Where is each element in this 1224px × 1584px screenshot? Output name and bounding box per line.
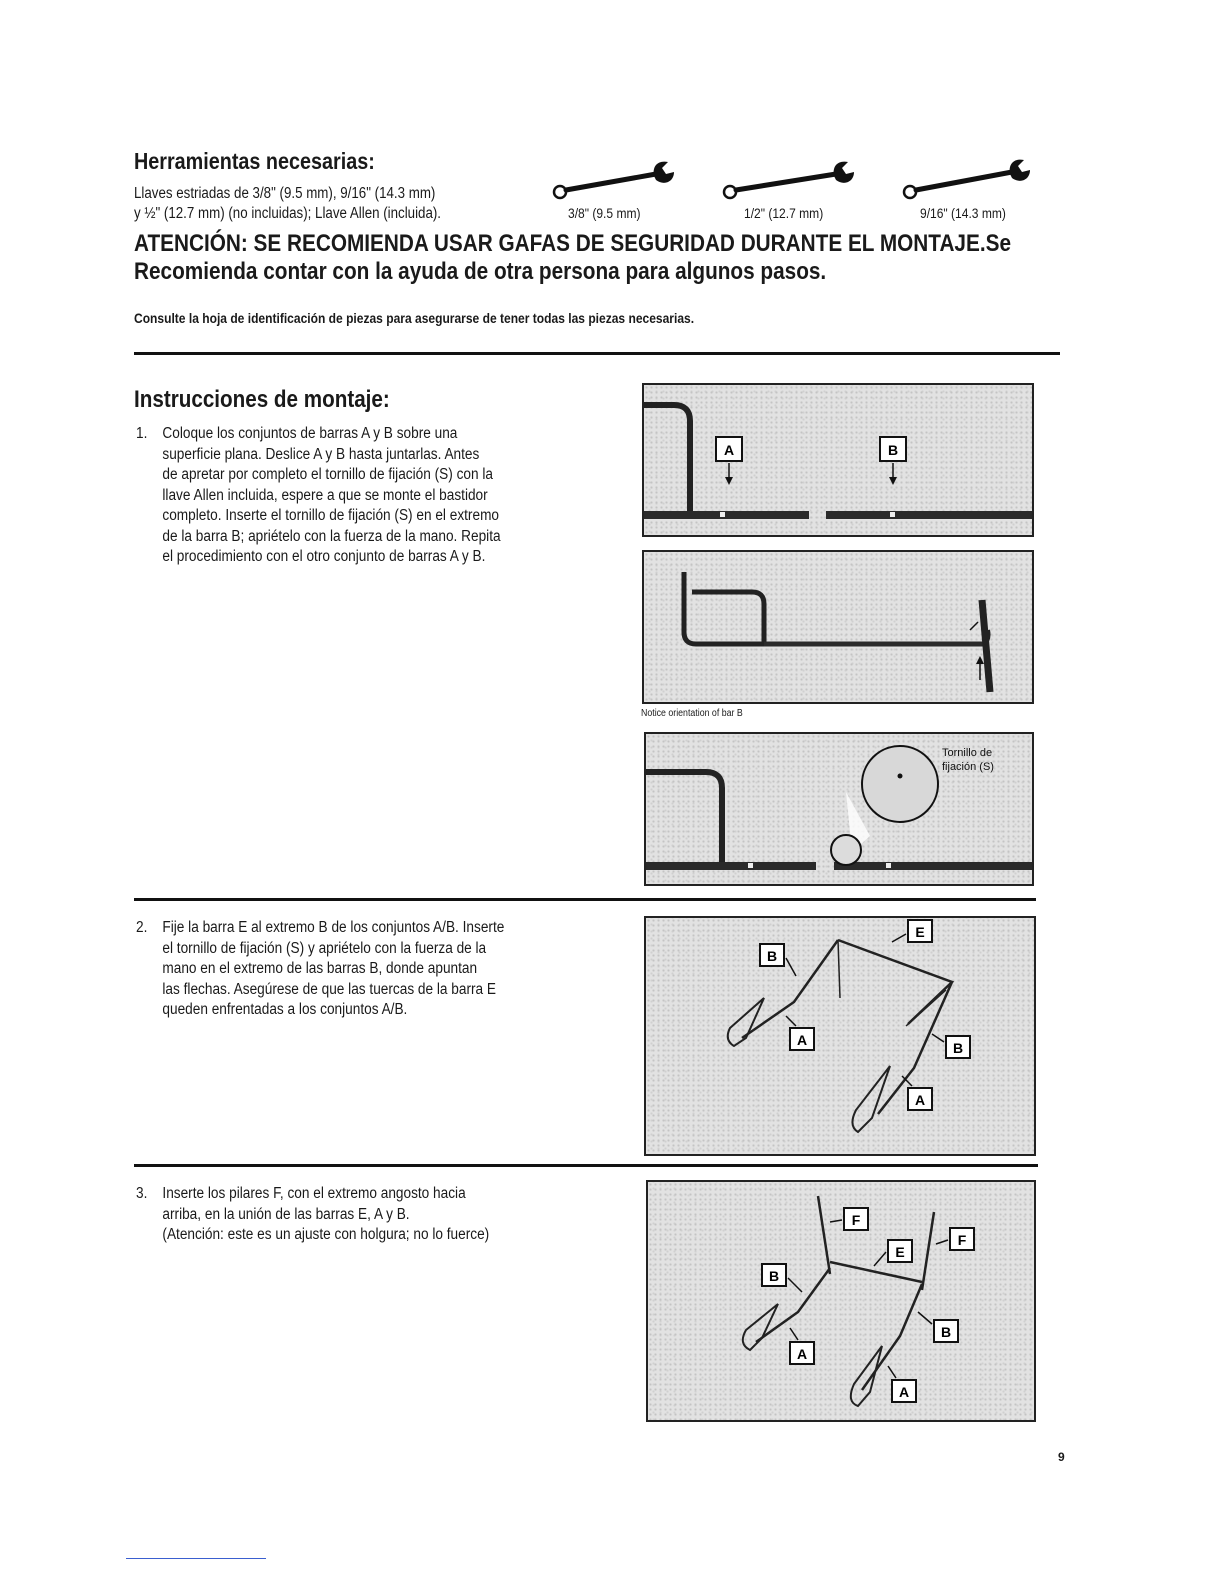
tools-line-2: y ½" (12.7 mm) (no incluidas); Llave Allen (incluida).: [134, 205, 442, 222]
step-text: Inserte los pilares F, con el extremo angosto hacia arriba, en la unión de las barras E, A y B. (Atención: este es un ajuste con holgura; no lo fuerce): [162, 1185, 490, 1243]
wrench-icon: [718, 158, 858, 204]
step-number: 3.: [136, 1185, 148, 1202]
wrench-label-1-2: 1/2" (12.7 mm): [744, 205, 824, 221]
figure-insert-posts-f: [646, 1180, 1036, 1422]
instructions-heading: Instrucciones de montaje:: [134, 386, 390, 413]
label-b: B: [940, 1324, 952, 1340]
wrench-icon: [898, 156, 1034, 202]
callout-line-2: fijación (S): [942, 761, 994, 773]
wrench-icon: [548, 158, 678, 204]
wrench-label-3-8: 3/8" (9.5 mm): [568, 205, 641, 221]
label-a: A: [898, 1384, 910, 1400]
tools-line-1: Llaves estriadas de 3/8" (9.5 mm), 9/16" (14.3 mm): [134, 185, 436, 202]
step-number: 1.: [136, 425, 148, 442]
section-divider: [134, 898, 1036, 901]
figure-set-screw-detail: [644, 732, 1034, 886]
page-number: 9: [1058, 1450, 1065, 1464]
figure-caption: Notice orientation of bar B: [641, 708, 743, 719]
step-text: Fije la barra E al extremo B de los conjuntos A/B. Inserte el tornillo de fijación (S) y apriételo con la fuerza de la mano en el extremo de las barras B, donde apuntan las flechas. Asegúrese de que las tuercas de la barra E queden enfrentadas a los conjuntos A/B.: [162, 919, 505, 1018]
label-f: F: [851, 1212, 861, 1228]
figure-bars-a-b-separated: [642, 383, 1034, 537]
label-f: F: [957, 1232, 967, 1248]
label-b: B: [766, 948, 778, 964]
figure-attach-bar-e: [644, 916, 1036, 1156]
tools-description: [134, 184, 441, 224]
label-b: B: [768, 1268, 780, 1284]
safety-warning: [134, 230, 1011, 286]
label-a: A: [796, 1032, 808, 1048]
section-divider: [134, 1164, 1038, 1167]
step-text: Coloque los conjuntos de barras A y B sobre una superficie plana. Deslice A y B hasta juntarlas. Antes de apretar por completo el tornillo de fijación (S) con la llave Allen incluida, espere a que se monte el bastidor completo. Inserte el tornillo de fijación (S) en el extremo de la barra B; apriételo con la fuerza de la mano. Repita el procedimiento con el otro conjunto de barras A y B.: [162, 425, 501, 565]
label-a: A: [914, 1092, 926, 1108]
tools-heading: Herramientas necesarias:: [134, 148, 375, 174]
wrench-label-9-16: 9/16" (14.3 mm): [920, 205, 1006, 221]
footer-line: [126, 1558, 266, 1559]
label-b: B: [887, 442, 899, 458]
safety-warning-line-2: Recomienda contar con la ayuda de otra persona para algunos pasos.: [134, 258, 827, 285]
label-a: A: [796, 1346, 808, 1362]
parts-consult-note: Consulte la hoja de identificación de piezas para asegurarse de tener todas las piezas necesarias.: [134, 310, 695, 326]
label-e: E: [915, 924, 925, 940]
section-divider: [134, 352, 1060, 355]
label-a: A: [723, 442, 735, 458]
callout-line-1: Tornillo de: [942, 747, 993, 759]
label-e: E: [895, 1244, 905, 1260]
step-number: 2.: [136, 919, 148, 936]
label-b: B: [952, 1040, 964, 1056]
safety-warning-line-1: ATENCIÓN: SE RECOMIENDA USAR GAFAS DE SEGURIDAD DURANTE EL MONTAJE.Se: [134, 230, 1011, 257]
figure-bars-joined: [642, 550, 1034, 704]
